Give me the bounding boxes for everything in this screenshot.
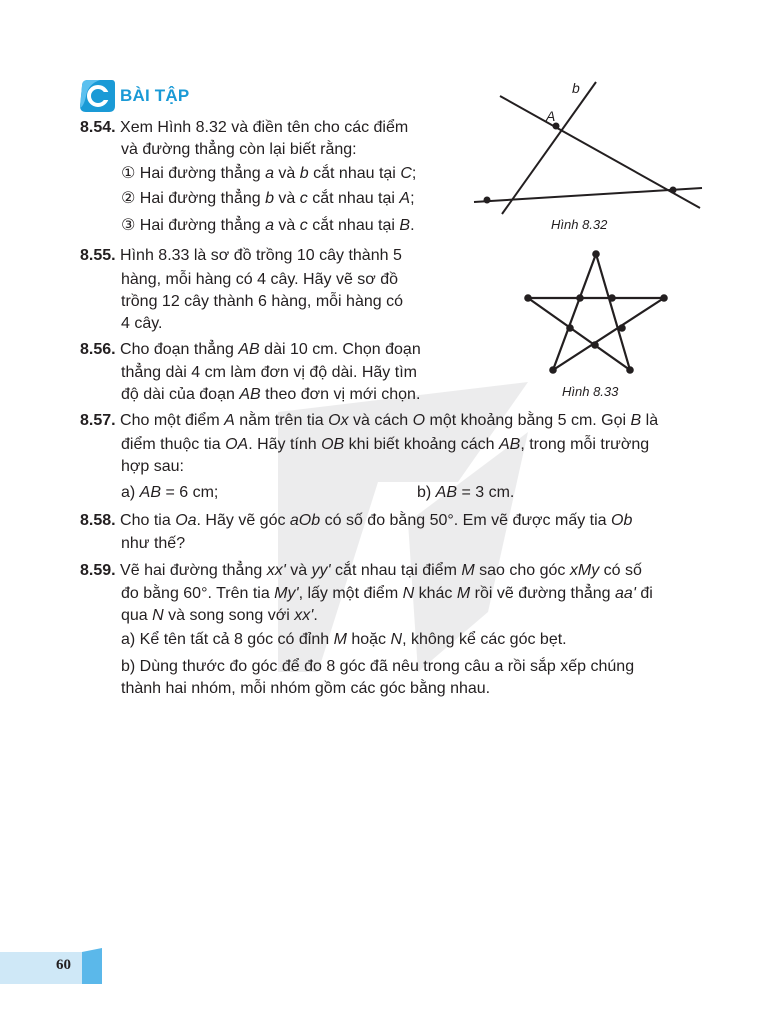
math-var: xx' <box>294 607 314 624</box>
text-span: sao cho góc <box>474 562 570 579</box>
math-var: A <box>399 190 411 207</box>
math-var: Oa <box>175 512 197 529</box>
text-line <box>121 604 318 628</box>
text-line <box>121 383 420 407</box>
math-var: c <box>299 190 308 207</box>
text-span: , không kể các góc bẹt. <box>402 631 567 648</box>
figure-8-33 <box>520 248 670 378</box>
exercise-8-55 <box>80 244 402 268</box>
math-var: OB <box>321 436 345 453</box>
text-span: khi biết khoảng cách <box>344 436 499 453</box>
math-var: AB <box>139 484 162 501</box>
text-line: trồng 12 cây thành 6 hàng, mỗi hàng có <box>121 293 403 310</box>
label-b: b <box>572 80 580 96</box>
math-var: xx' <box>266 562 286 579</box>
math-var: b <box>299 165 309 182</box>
text-span: dài 10 cm. Chọn đoạn <box>259 341 421 358</box>
text-span: , trong mỗi trường <box>520 436 650 453</box>
text-line: 4 cây. <box>121 315 163 332</box>
exercise-number: 8.55. <box>80 247 116 264</box>
circled-number-1: ① <box>121 165 136 182</box>
math-var: M <box>461 562 475 579</box>
text-span: và <box>273 190 300 207</box>
figure-8-32 <box>460 76 710 216</box>
text-line: như thế? <box>121 535 186 552</box>
text-span: . <box>410 217 415 234</box>
line-b <box>502 82 596 214</box>
text-span: độ dài của đoạn <box>121 386 240 403</box>
text-line: hàng, mỗi hàng có 4 cây. Hãy vẽ sơ đồ <box>121 271 399 288</box>
math-var: Ob <box>611 512 633 529</box>
math-var: M <box>456 585 471 602</box>
figure-caption: Hình 8.33 <box>562 384 619 399</box>
text-span: cắt nhau tại điểm <box>330 562 462 579</box>
exercise-8-58 <box>80 509 632 533</box>
point-left <box>484 197 491 204</box>
text-span: hoặc <box>346 631 391 648</box>
exercise-8-57 <box>80 409 658 433</box>
text-span: đo bằng 60°. Trên tia <box>121 585 275 602</box>
question-a <box>121 628 567 652</box>
tree-point <box>660 294 668 302</box>
text-span: Hai đường thẳng <box>139 217 266 234</box>
text-span: có số đo bằng 50°. Em vẽ được mấy tia <box>320 512 612 529</box>
section-header <box>78 78 189 114</box>
text-span: Hai đường thẳng <box>139 165 266 182</box>
text-span: = 3 cm. <box>457 484 515 501</box>
math-var: yy' <box>311 562 331 579</box>
text-span: . <box>313 607 318 624</box>
text-line: thẳng dài 4 cm làm đơn vị độ dài. Hãy tìm <box>121 364 417 381</box>
text-span: một khoảng bằng 5 cm. Gọi <box>425 412 631 429</box>
text-span: Cho một điểm <box>120 412 225 429</box>
text-span: a) Kể tên tất cả 8 góc có đỉnh <box>121 631 334 648</box>
text-span: cắt nhau tại <box>307 190 400 207</box>
text-span: Cho tia <box>120 512 176 529</box>
text-span: và song song với <box>163 607 295 624</box>
text-span: là <box>641 412 659 429</box>
tree-point <box>566 324 574 332</box>
exercise-8-56 <box>80 338 421 362</box>
page-tab-icon <box>82 948 102 984</box>
math-var: aa' <box>615 585 636 602</box>
math-var: c <box>299 217 308 234</box>
math-var: AB <box>499 436 521 453</box>
exercise-number: 8.59. <box>80 562 116 579</box>
tree-point <box>626 366 634 374</box>
math-var: xMy <box>569 562 600 579</box>
text-span: cắt nhau tại <box>308 165 401 182</box>
text-line: Hình 8.33 là sơ đồ trồng 10 cây thành 5 <box>120 247 402 264</box>
math-var: Ox <box>328 412 349 429</box>
text-span: ; <box>410 190 415 207</box>
line-c <box>474 188 702 202</box>
tree-point <box>608 294 616 302</box>
text-span: b) <box>417 484 436 501</box>
condition-item-2 <box>121 187 415 211</box>
tree-point <box>592 250 600 258</box>
text-span: qua <box>121 607 153 624</box>
text-line: Xem Hình 8.32 và điền tên cho các điểm <box>120 119 409 136</box>
circled-number-2: ② <box>121 190 136 207</box>
math-var: AB <box>238 341 260 358</box>
text-span: đi <box>635 585 653 602</box>
text-span: Cho đoạn thẳng <box>120 341 239 358</box>
page-number-bar <box>0 952 90 984</box>
math-var: a <box>265 217 274 234</box>
text-line <box>121 582 653 606</box>
math-var: N <box>152 607 164 624</box>
text-span: ; <box>411 165 417 182</box>
text-span: và cách <box>348 412 413 429</box>
math-var: b <box>265 190 274 207</box>
text-span: . Hãy vẽ góc <box>196 512 290 529</box>
condition-item-1 <box>121 162 416 186</box>
tree-point <box>524 294 532 302</box>
text-span: điểm thuộc tia <box>121 436 226 453</box>
math-var: N <box>402 585 415 602</box>
tree-point <box>576 294 584 302</box>
option-b <box>417 481 514 505</box>
math-var: My' <box>274 585 299 602</box>
math-var: aOb <box>289 512 321 529</box>
text-span: nằm trên tia <box>234 412 329 429</box>
option-a <box>121 481 218 505</box>
point-right <box>670 187 677 194</box>
text-span: theo đơn vị mới chọn. <box>260 386 421 403</box>
text-line: hợp sau: <box>121 458 184 475</box>
page-number: 60 <box>56 957 71 973</box>
figure-caption: Hình 8.32 <box>551 217 608 232</box>
text-span: a) <box>121 484 140 501</box>
math-var: M <box>333 631 347 648</box>
math-var: N <box>390 631 403 648</box>
text-span: và <box>273 165 300 182</box>
text-span: = 6 cm; <box>161 484 219 501</box>
text-span: , lấy một điểm <box>298 585 403 602</box>
tree-point <box>618 324 626 332</box>
math-var: O <box>412 412 426 429</box>
math-var: AB <box>435 484 458 501</box>
math-var: a <box>265 165 274 182</box>
question-b-line-2: thành hai nhóm, mỗi nhóm gồm các góc bằng nhau. <box>121 680 491 697</box>
math-var: A <box>224 412 235 429</box>
c-badge-icon <box>78 78 116 114</box>
text-span: cắt nhau tại <box>307 217 400 234</box>
text-span: và <box>285 562 312 579</box>
math-var: C <box>400 165 412 182</box>
text-span: . Hãy tính <box>248 436 322 453</box>
math-var: B <box>399 217 411 234</box>
question-b-line-1: b) Dùng thước đo góc để đo 8 góc đã nêu trong câu a rồi sắp xếp chúng <box>121 658 635 675</box>
math-var: B <box>630 412 642 429</box>
section-title: BÀI TẬP <box>120 86 190 105</box>
tree-point <box>591 341 599 349</box>
text-span: Vẽ hai đường thẳng <box>120 562 267 579</box>
condition-item-3 <box>121 214 415 238</box>
label-A: A <box>546 108 556 124</box>
star-outline <box>528 254 664 370</box>
exercise-number: 8.56. <box>80 341 116 358</box>
text-span: rồi vẽ đường thẳng <box>470 585 616 602</box>
math-var: AB <box>239 386 261 403</box>
text-line <box>121 433 649 457</box>
exercise-number: 8.57. <box>80 412 116 429</box>
exercise-8-54 <box>80 116 408 140</box>
exercise-8-59 <box>80 559 642 583</box>
text-span: khác <box>414 585 457 602</box>
text-span: Hai đường thẳng <box>139 190 266 207</box>
tree-point <box>549 366 557 374</box>
exercise-number: 8.58. <box>80 512 116 529</box>
text-span: và <box>273 217 300 234</box>
circled-number-3: ③ <box>121 217 136 234</box>
exercise-number: 8.54. <box>80 119 116 136</box>
text-span: có số <box>599 562 642 579</box>
math-var: OA <box>225 436 249 453</box>
text-line: và đường thẳng còn lại biết rằng: <box>121 141 357 158</box>
